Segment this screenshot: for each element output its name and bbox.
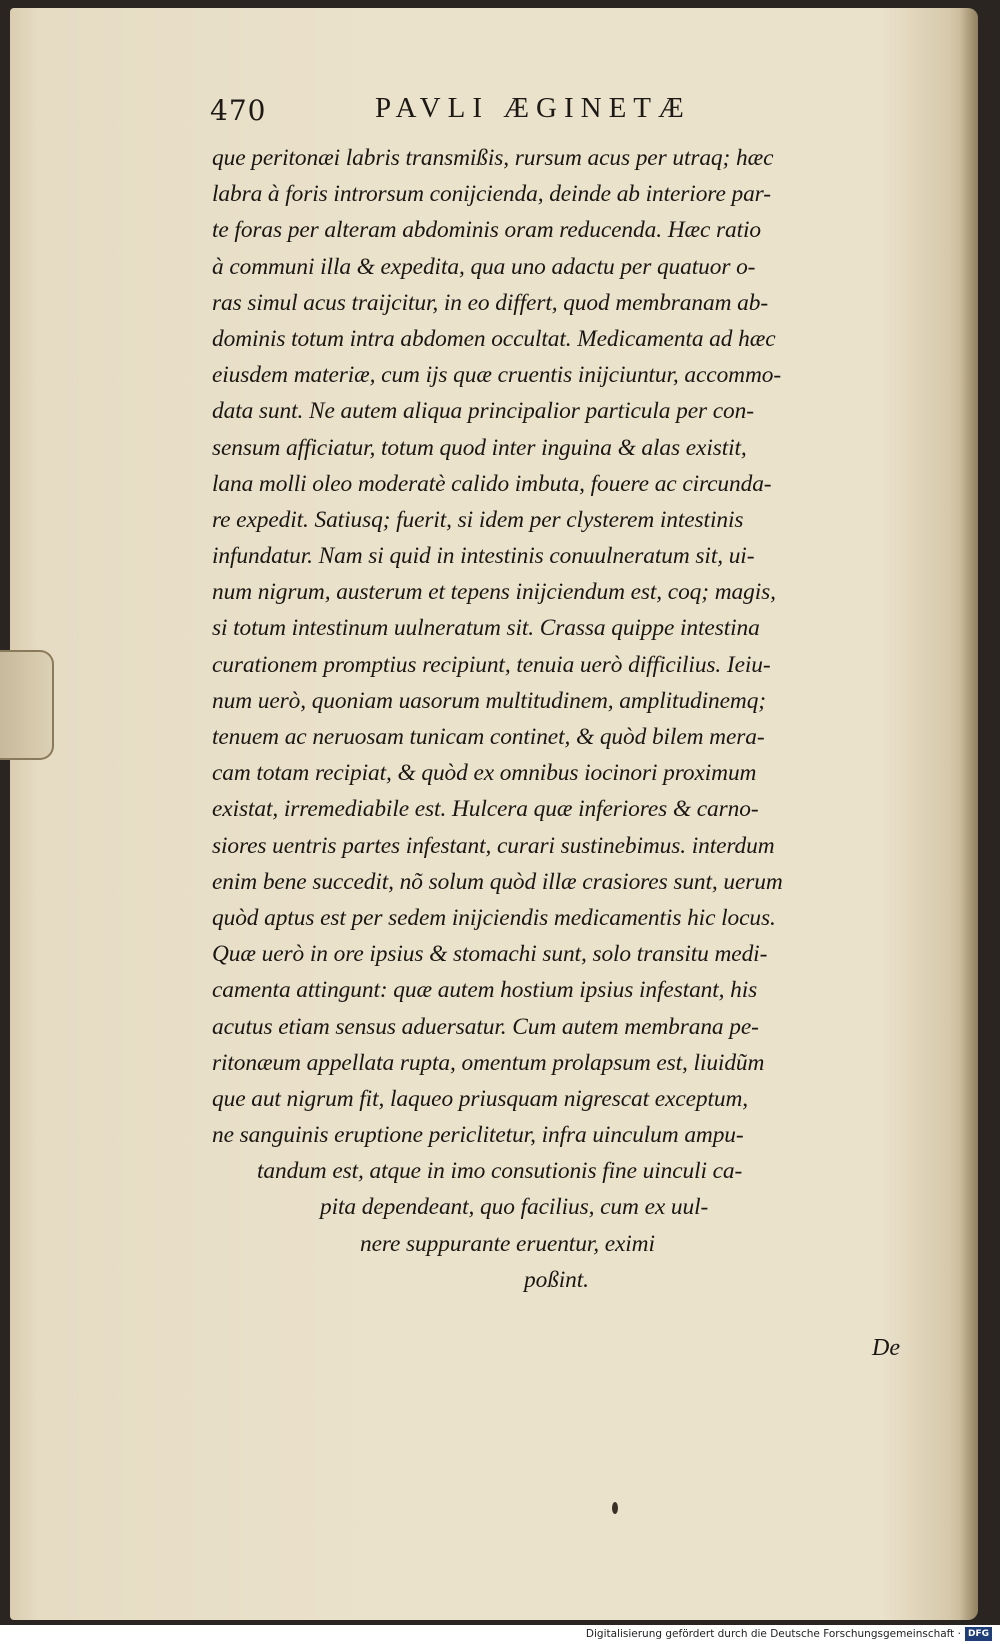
ink-mark — [612, 1502, 618, 1514]
bookmark-tab — [0, 650, 54, 760]
footer-credit: Digitalisierung gefördert durch die Deutsche Forschungsgemeinschaft · — [585, 1628, 961, 1640]
text-line: re expedit. Satiusq; fuerit, si idem per clysterem intestinis — [212, 506, 744, 533]
text-line: lana molli oleo moderatè calido imbuta, fouere ac circunda- — [212, 470, 772, 497]
text-line: acutus etiam sensus aduersatur. Cum autem membrana pe- — [212, 1013, 759, 1040]
text-line: Quæ uerò in ore ipsius & stomachi sunt, solo transitu medi- — [212, 941, 768, 968]
text-line: cam totam recipiat, & quòd ex omnibus iocinori proximum — [212, 760, 757, 787]
text-line: ras simul acus traijcitur, in eo differt, quod membranam ab- — [212, 289, 769, 316]
text-line: si totum intestinum uulneratum sit. Crassa quippe intestina — [212, 615, 760, 642]
text-line: ritonæum appellata rupta, omentum prolapsum est, liuidũm — [212, 1049, 765, 1076]
text-line: à communi illa & expedita, qua uno adactu per quatuor o- — [212, 253, 756, 280]
text-line: tenuem ac neruosam tunicam continet, & quòd bilem mera- — [212, 724, 765, 750]
text-line: pita dependeant, quo facilius, cum ex uul- — [320, 1194, 709, 1221]
text-line: que aut nigrum fit, laqueo priusquam nigrescat exceptum, — [212, 1085, 748, 1112]
text-line: ne sanguinis eruptione periclitetur, infra uinculum ampu- — [212, 1122, 744, 1149]
page-number: 470 — [210, 94, 267, 127]
body-text — [212, 140, 872, 1298]
text-line: existat, irremediabile est. Hulcera quæ inferiores & carno- — [212, 796, 759, 823]
text-line: que peritonæi labris transmißis, rursum acus per utraq; hæc — [212, 145, 774, 171]
text-line: curationem promptius recipiunt, tenuia uerò difficilius. Ieiu- — [212, 651, 771, 678]
text-line: infundatur. Nam si quid in intestinis conuulneratum sit, ui- — [212, 543, 755, 570]
text-line: num nigrum, austerum et tepens iniјciendum est, coq; magis, — [212, 579, 776, 606]
dfg-logo: DFG — [965, 1627, 992, 1641]
text-line: tandum est, atque in imo consutionis fine uinculi ca- — [257, 1158, 743, 1185]
text-line: quòd aptus est per sedem iniјciendis medicamentis hic locus. — [212, 904, 776, 931]
running-head: PAVLI ÆGINETÆ — [375, 92, 691, 124]
text-line: sensum afficiatur, totum quod inter inguina & alas existit, — [212, 434, 747, 461]
text-line: eiusdem materiæ, cum ijs quæ cruentis iniјciuntur, accommo- — [212, 362, 782, 389]
text-line: nere suppurante eruentur, eximi — [360, 1230, 655, 1257]
catchword: De — [872, 1335, 900, 1361]
text-line: data sunt. Ne autem aliqua principalior particula per con- — [212, 398, 754, 425]
text-line: num uerò, quoniam uasorum multitudinem, amplitudinemq; — [212, 687, 766, 714]
text-line: labra à foris introrsum conijcienda, deinde ab interiore par- — [212, 181, 771, 208]
page-header — [210, 90, 910, 136]
text-line: poßint. — [524, 1266, 589, 1293]
text-line: camenta attingunt: quæ autem hostium ipsius infestant, his — [212, 977, 758, 1004]
text-line: enim bene succedit, nõ solum quòd illæ crasiores sunt, uerum — [212, 868, 783, 895]
digitization-footer — [586, 1626, 992, 1642]
page-edge-shadow — [960, 8, 978, 1620]
text-line: siores uentris partes infestant, curari sustinebimus. interdum — [212, 832, 775, 859]
text-line: dominis totum intra abdomen occultat. Medicamenta ad hæc — [212, 325, 776, 352]
text-line: te foras per alteram abdominis oram reducenda. Hæc ratio — [212, 217, 762, 244]
